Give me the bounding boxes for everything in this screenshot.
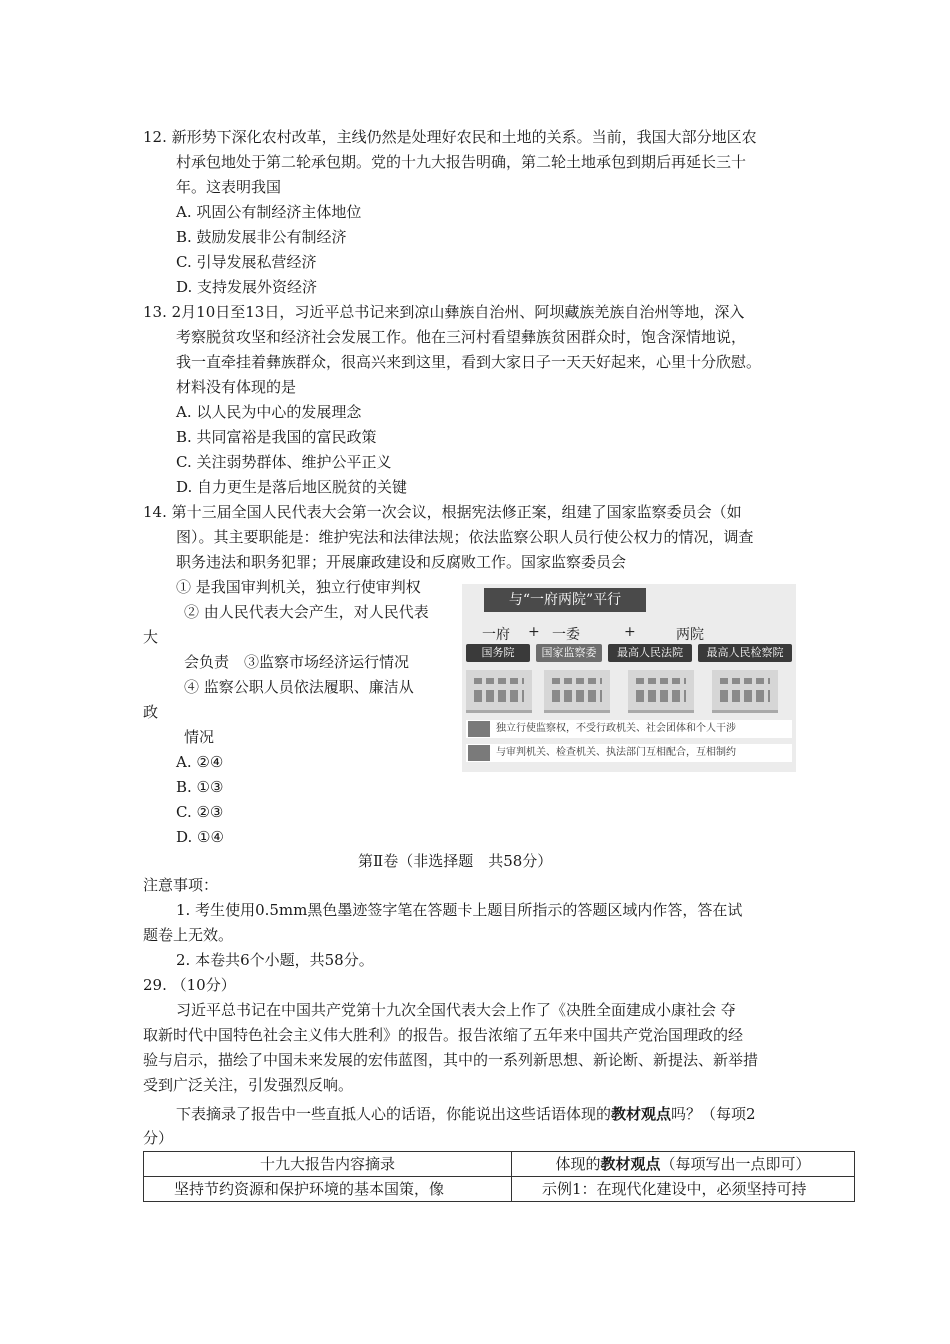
q14-line-2: 图）。其主要职能是：维护宪法和法律法规；依法监察公职人员行使公权力的情况，调查 <box>176 528 754 546</box>
q14-option-b: B. ①③ <box>176 778 224 796</box>
figure-plus-2: + <box>624 624 636 640</box>
notice-1: 1. 考生使用0.5mm黑色墨迹签字笔在答题卡上题目所指示的答题区域内作答，答在试 <box>176 901 743 919</box>
q29-p2-text-end: 吗？（每项2 <box>671 1105 756 1123</box>
figure-plus-1: + <box>528 624 540 640</box>
q13-line-4: 材料没有体现的是 <box>176 378 297 396</box>
table-header-excerpt: 十九大报告内容摘录 <box>144 1152 512 1177</box>
q14-option-d: D. ①④ <box>176 828 224 846</box>
q14-item-4-wrap-2: 情况 <box>184 728 215 746</box>
table-header-viewpoint <box>512 1152 855 1177</box>
figure-title: 与“一府两院”平行 <box>484 588 646 612</box>
q14-item-3: 会负责 ③监察市场经济运行情况 <box>184 653 410 671</box>
q13-option-c: C. 关注弱势群体、维护公平正义 <box>176 453 392 471</box>
q14-item-1: ① 是我国审判机关，独立行使审判权 <box>176 578 421 596</box>
q13-line-3: 我一直牵挂着彝族群众，很高兴来到这里，看到大家日子一天天好起来，心里十分欣慰。 <box>176 353 762 371</box>
figure-label-one-government: 一府 <box>482 627 510 643</box>
figure-label-two-courts: 两院 <box>676 627 704 643</box>
notice-1-wrap: 题卷上无效。 <box>143 926 234 944</box>
q13-option-a: A. 以人民为中心的发展理念 <box>176 403 362 421</box>
table-cell-viewpoint: 示例1：在现代化建设中，必须坚持可持 <box>512 1177 855 1202</box>
notice-title: 注意事项： <box>143 876 219 894</box>
magnifier-icon <box>468 745 490 761</box>
q12-option-c: C. 引导发展私营经济 <box>176 253 317 271</box>
q12-line-1: 12. 新形势下深化农村改革，主线仍然是处理好农民和土地的关系。当前，我国大部分地区农 <box>143 128 757 146</box>
supervision-commission-figure <box>462 584 796 772</box>
q13-option-b: B. 共同富裕是我国的富民政策 <box>176 428 377 446</box>
figure-note-1-text: 独立行使监察权，不受行政机关、社会团体和个人干涉 <box>496 723 736 734</box>
q14-line-3: 职务违法和职务犯罪；开展廉政建设和反腐败工作。国家监察委员会 <box>176 553 627 571</box>
q14-option-c: C. ②③ <box>176 803 224 821</box>
q29-table <box>143 1151 855 1202</box>
notice-2: 2. 本卷共6个小题，共58分。 <box>176 951 374 969</box>
figure-note-2-text: 与审判机关、检查机关、执法部门互相配合，互相制约 <box>496 747 736 758</box>
q14-item-2: ② 由人民代表大会产生，对人民代表 <box>184 603 429 621</box>
table-header-viewpoint-bold: 教材观点 <box>600 1155 661 1173</box>
figure-note-2 <box>466 744 792 762</box>
q14-item-4-wrap: 政 <box>143 703 159 721</box>
org-state-council: 国务院 <box>466 644 530 662</box>
building-icon <box>544 670 610 713</box>
part2-heading: 第Ⅱ卷（非选择题 共58分） <box>358 852 553 870</box>
magnifier-icon <box>468 721 490 737</box>
q13-option-d: D. 自力更生是落后地区脱贫的关键 <box>176 478 408 496</box>
q29-p1-line-3: 验与启示，描绘了中国未来发展的宏伟蓝图，其中的一系列新思想、新论断、新提法、新举措 <box>143 1051 759 1069</box>
table-header-viewpoint-b: （每项写出一点即可） <box>660 1155 811 1173</box>
org-supreme-procuratorate: 最高人民检察院 <box>698 644 792 662</box>
building-icon <box>712 670 778 713</box>
table-cell-excerpt: 坚持节约资源和保护环境的基本国策，像 <box>144 1177 512 1202</box>
q14-option-a: A. ②④ <box>176 753 224 771</box>
q29-p1-line-2: 取新时代中国特色社会主义伟大胜利》的报告。报告浓缩了五年来中国共产党治国理政的经 <box>143 1026 744 1044</box>
q29-p2-line-2: 分） <box>143 1129 174 1147</box>
table-header-viewpoint-a: 体现的 <box>555 1155 601 1173</box>
q12-option-d: D. 支持发展外资经济 <box>176 278 318 296</box>
q14-line-1: 14. 第十三届全国人民代表大会第一次会议，根据宪法修正案，组建了国家监察委员会（如 <box>143 503 742 521</box>
q13-line-2: 考察脱贫攻坚和经济社会发展工作。他在三河村看望彝族贫困群众时，饱含深情地说， <box>176 328 747 346</box>
q29-p1-line-1: 习近平总书记在中国共产党第十九次全国代表大会上作了《决胜全面建成小康社会 夺 <box>176 1001 736 1019</box>
q29-p1-line-4: 受到广泛关注，引发强烈反响。 <box>143 1076 354 1094</box>
building-icon <box>466 670 532 713</box>
q29-p2-line-1 <box>176 1104 756 1124</box>
q12-option-b: B. 鼓励发展非公有制经济 <box>176 228 347 246</box>
q29-p2-text: 下表摘录了报告中一些直抵人心的话语，你能说出这些话语体现的 <box>176 1105 612 1123</box>
org-supreme-court: 最高人民法院 <box>608 644 692 662</box>
q29-head: 29. （10分） <box>143 976 236 994</box>
q29-p2-bold: 教材观点 <box>611 1105 672 1123</box>
q13-line-1: 13. 2月10日至13日，习近平总书记来到凉山彝族自治州、阿坝藏族羌族自治州等地，深入 <box>143 303 745 321</box>
q12-option-a: A. 巩固公有制经济主体地位 <box>176 203 362 221</box>
figure-label-one-commission: 一委 <box>552 627 580 643</box>
org-supervision-commission: 国家监察委 <box>536 644 602 662</box>
building-icon <box>628 670 694 713</box>
table-row <box>144 1177 855 1202</box>
q14-item-2-wrap: 大 <box>143 628 159 646</box>
figure-note-1 <box>466 720 792 738</box>
q14-item-4: ④ 监察公职人员依法履职、廉洁从 <box>184 678 414 696</box>
table-header-row <box>144 1152 855 1177</box>
q12-line-3: 年。这表明我国 <box>176 178 282 196</box>
q12-line-2: 村承包地处于第二轮承包期。党的十九大报告明确，第二轮土地承包到期后再延长三十 <box>176 153 747 171</box>
